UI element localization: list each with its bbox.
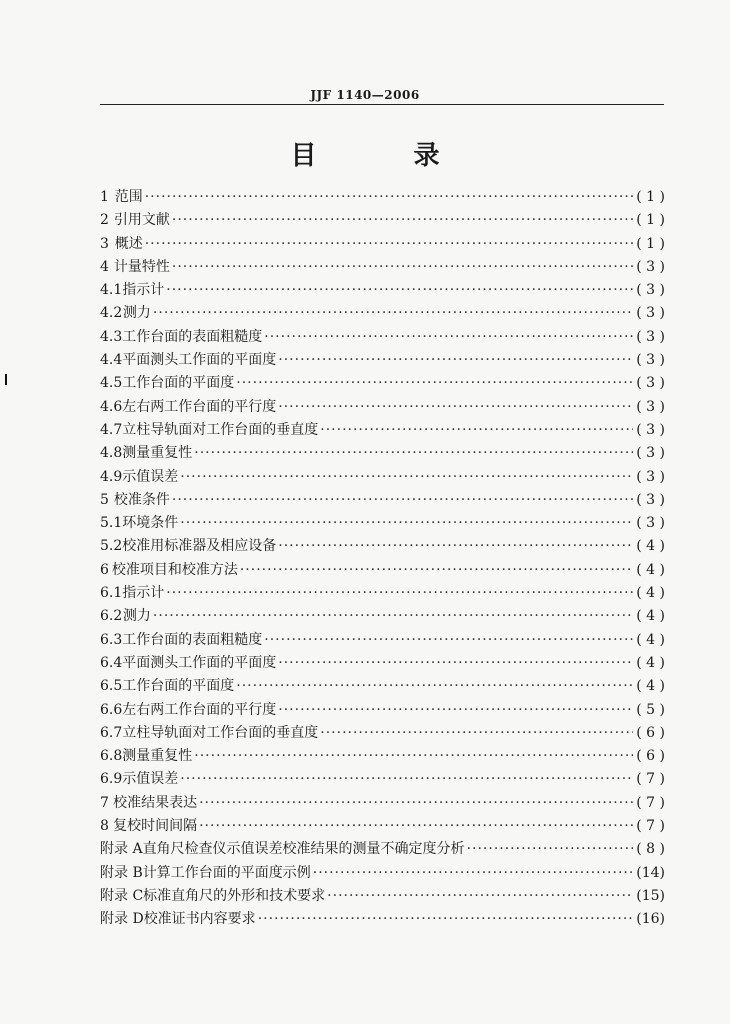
toc-entry-page: ( 4 ) <box>636 654 665 671</box>
toc-entry-number: 6.4 <box>100 654 123 671</box>
toc-entry-page: ( 7 ) <box>636 794 665 811</box>
toc-entry[interactable] <box>100 489 665 512</box>
toc-entry-page: ( 1 ) <box>636 189 665 205</box>
toc-entry[interactable] <box>100 908 665 931</box>
toc-entry-number: 6.2 <box>100 608 123 625</box>
toc-entry-number: 6.7 <box>100 724 123 741</box>
toc-leader-dots <box>172 492 633 508</box>
toc-leader-dots <box>199 818 633 834</box>
toc-entry-page: ( 3 ) <box>636 421 665 438</box>
toc-leader-dots <box>320 422 633 438</box>
toc-leader-dots <box>166 585 633 601</box>
toc-entry-label: 平面测头工作面的平面度 <box>122 352 277 369</box>
toc-entry-label: 校准证书内容要求 <box>143 911 256 928</box>
toc-entry-label: 校准用标准器及相应设备 <box>122 538 277 555</box>
toc-entry[interactable] <box>100 233 665 256</box>
toc-entry[interactable] <box>100 675 665 698</box>
toc-entry-number: 4.7 <box>100 421 123 438</box>
toc-entry-page: ( 3 ) <box>636 445 665 462</box>
toc-entry[interactable] <box>100 629 665 652</box>
toc-entry-number: 6.5 <box>100 678 123 695</box>
toc-entry-number: 4.9 <box>100 468 123 485</box>
toc-leader-dots <box>264 632 633 648</box>
toc-entry-page: ( 3 ) <box>636 515 665 532</box>
toc-entry-label: 示值误差 <box>122 771 179 788</box>
toc-entry-number: 6.3 <box>100 631 123 648</box>
toc-entry-page: ( 6 ) <box>636 748 665 765</box>
toc-entry-page: ( 7 ) <box>636 818 665 835</box>
toc-entry[interactable] <box>100 186 665 209</box>
toc-entry-label: 测量重复性 <box>122 445 193 462</box>
toc-entry[interactable] <box>100 535 665 558</box>
toc-entry-label: 左右两工作台面的平行度 <box>122 701 277 718</box>
toc-entry-page: ( 3 ) <box>636 282 665 299</box>
toc-entry-number: 3 <box>100 235 109 252</box>
toc-entry-number: 4.2 <box>100 305 123 322</box>
toc-leader-dots <box>278 702 633 718</box>
toc-entry-label: 引用文献 <box>113 212 170 229</box>
toc-entry-label: 指示计 <box>122 585 165 602</box>
document-code: JJF 1140—2006 <box>310 88 420 102</box>
toc-leader-dots <box>172 212 633 228</box>
toc-entry-label: 概述 <box>114 235 143 252</box>
toc-entry[interactable] <box>100 582 665 605</box>
toc-entry-page: ( 3 ) <box>636 328 665 345</box>
toc-entry-number: 1 <box>100 189 109 205</box>
toc-leader-dots <box>166 282 633 298</box>
toc-entry-page: ( 3 ) <box>636 398 665 415</box>
toc-leader-dots <box>199 795 633 811</box>
toc-leader-dots <box>153 305 633 321</box>
toc-entry[interactable] <box>100 209 665 232</box>
toc-entry-page: (14) <box>636 864 665 881</box>
toc-entry[interactable] <box>100 396 665 419</box>
header-rule <box>100 104 664 105</box>
toc-entry-page: ( 8 ) <box>636 841 665 858</box>
toc-leader-dots <box>278 399 633 415</box>
toc-entry[interactable] <box>100 419 665 442</box>
toc-leader-dots <box>145 189 633 205</box>
toc-leader-dots <box>258 911 633 927</box>
toc-leader-dots <box>236 375 633 391</box>
toc-entry[interactable] <box>100 256 665 279</box>
toc-leader-dots <box>278 655 633 671</box>
toc-leader-dots <box>194 748 633 764</box>
toc-entry-number: 6 <box>100 561 109 578</box>
toc-entry-label: 校准结果表达 <box>113 794 198 811</box>
toc-entry-label: 校准项目和校准方法 <box>111 561 238 578</box>
toc-entry-number: 6.1 <box>100 585 123 602</box>
toc-leader-dots <box>240 562 633 578</box>
toc-entry-label: 测力 <box>122 305 151 322</box>
toc-entry-page: ( 3 ) <box>636 258 665 275</box>
toc-entry-number: 7 <box>100 794 109 811</box>
toc-leader-dots <box>236 678 633 694</box>
toc-entry-number: 4.4 <box>100 352 123 369</box>
toc-entry-label: 立柱导轨面对工作台面的垂直度 <box>122 724 319 741</box>
toc-leader-dots <box>278 352 633 368</box>
toc-entry[interactable] <box>100 279 665 302</box>
toc-entry-number: 5.1 <box>100 515 123 532</box>
page-title: 目 录 <box>290 141 484 171</box>
toc-entry-page: ( 4 ) <box>636 538 665 555</box>
toc-leader-dots <box>145 236 633 252</box>
toc-entry-number: 附录 D <box>100 911 144 928</box>
toc-entry-number: 5.2 <box>100 538 123 555</box>
toc-entry-number: 附录 C <box>100 887 144 904</box>
toc-entry[interactable] <box>100 815 665 838</box>
toc-entry-page: ( 3 ) <box>636 305 665 322</box>
toc-entry-number: 2 <box>100 212 109 229</box>
toc-entry-page: ( 7 ) <box>636 771 665 788</box>
toc-entry-label: 标准直角尺的外形和技术要求 <box>143 887 326 904</box>
toc-entry-number: 4.1 <box>100 282 123 299</box>
toc-entry-label: 立柱导轨面对工作台面的垂直度 <box>122 421 319 438</box>
toc-leader-dots <box>320 725 633 741</box>
toc-entry-page: ( 4 ) <box>636 608 665 625</box>
toc-entry[interactable] <box>100 652 665 675</box>
toc-entry-number: 6.9 <box>100 771 123 788</box>
toc-leader-dots <box>313 865 633 881</box>
toc-entry-number: 4.8 <box>100 445 123 462</box>
toc-entry-label: 工作台面的平面度 <box>122 678 235 695</box>
toc-entry-number: 6.6 <box>100 701 123 718</box>
toc-entry[interactable] <box>100 699 665 722</box>
toc-leader-dots <box>180 771 633 787</box>
toc-entry-number: 附录 A <box>100 841 143 858</box>
toc-entry-page: ( 4 ) <box>636 631 665 648</box>
toc-entry-label: 测量重复性 <box>122 748 193 765</box>
toc-leader-dots <box>467 841 633 857</box>
toc-entry-label: 工作台面的平面度 <box>122 375 235 392</box>
toc-entry-number: 4.6 <box>100 398 123 415</box>
toc-entry[interactable] <box>100 512 665 535</box>
toc-entry-label: 左右两工作台面的平行度 <box>122 398 277 415</box>
toc-entry-page: (16) <box>636 911 665 928</box>
toc-entry[interactable] <box>100 466 665 489</box>
toc-entry[interactable] <box>100 885 665 908</box>
toc-entry-label: 复校时间间隔 <box>113 818 198 835</box>
toc-entry-number: 8 <box>100 818 109 835</box>
toc-leader-dots <box>180 515 633 531</box>
toc-entry-number: 附录 B <box>100 864 143 881</box>
toc-entry-page: ( 1 ) <box>636 235 665 252</box>
toc-leader-dots <box>153 608 633 624</box>
toc-entry-number: 4.5 <box>100 375 123 392</box>
toc-entry-label: 示值误差 <box>122 468 179 485</box>
toc-entry[interactable] <box>100 722 665 745</box>
toc-entry-label: 测力 <box>122 608 151 625</box>
toc-entry[interactable] <box>100 605 665 628</box>
toc-entry-number: 4.3 <box>100 328 123 345</box>
toc-entry-label: 校准条件 <box>113 491 170 508</box>
toc-entry-label: 平面测头工作面的平面度 <box>122 654 277 671</box>
toc-entry-number: 5 <box>100 491 109 508</box>
toc-entry-page: ( 4 ) <box>636 678 665 695</box>
toc-entry[interactable] <box>100 745 665 768</box>
toc-entry-page: ( 3 ) <box>636 352 665 369</box>
toc-entry[interactable] <box>100 302 665 325</box>
toc-entry[interactable] <box>100 862 665 885</box>
toc-entry-label: 环境条件 <box>122 515 179 532</box>
toc-entry[interactable] <box>100 326 665 349</box>
toc-entry[interactable] <box>100 442 665 465</box>
toc-entry-page: (15) <box>636 887 665 904</box>
toc-entry[interactable] <box>100 559 665 582</box>
toc-entry[interactable] <box>100 768 665 791</box>
toc-entry-page: ( 3 ) <box>636 491 665 508</box>
toc-entry-page: ( 4 ) <box>636 585 665 602</box>
toc-entry-page: ( 3 ) <box>636 375 665 392</box>
table-of-contents <box>100 186 665 932</box>
toc-entry-label: 工作台面的表面粗糙度 <box>122 328 263 345</box>
toc-entry-page: ( 5 ) <box>636 701 665 718</box>
toc-leader-dots <box>194 445 633 461</box>
toc-entry-label: 计算工作台面的平面度示例 <box>142 864 311 881</box>
toc-entry-label: 指示计 <box>122 282 165 299</box>
toc-entry[interactable] <box>100 372 665 395</box>
toc-entry[interactable] <box>100 838 665 861</box>
toc-leader-dots <box>172 259 633 275</box>
toc-leader-dots <box>264 329 633 345</box>
toc-entry-label: 直角尺检查仪示值误差校准结果的测量不确定度分析 <box>142 841 465 858</box>
toc-entry-label: 范围 <box>114 189 143 205</box>
toc-entry-page: ( 6 ) <box>636 724 665 741</box>
toc-leader-dots <box>180 469 633 485</box>
toc-entry-label: 计量特性 <box>113 258 170 275</box>
toc-entry-page: ( 4 ) <box>636 561 665 578</box>
toc-leader-dots <box>327 888 633 904</box>
toc-entry-page: ( 3 ) <box>636 468 665 485</box>
margin-mark <box>5 374 7 385</box>
toc-entry-number: 6.8 <box>100 748 123 765</box>
toc-leader-dots <box>278 538 633 554</box>
toc-entry-number: 4 <box>100 258 109 275</box>
toc-entry-label: 工作台面的表面粗糙度 <box>122 631 263 648</box>
toc-entry-page: ( 1 ) <box>636 212 665 229</box>
toc-entry[interactable] <box>100 349 665 372</box>
toc-entry[interactable] <box>100 792 665 815</box>
